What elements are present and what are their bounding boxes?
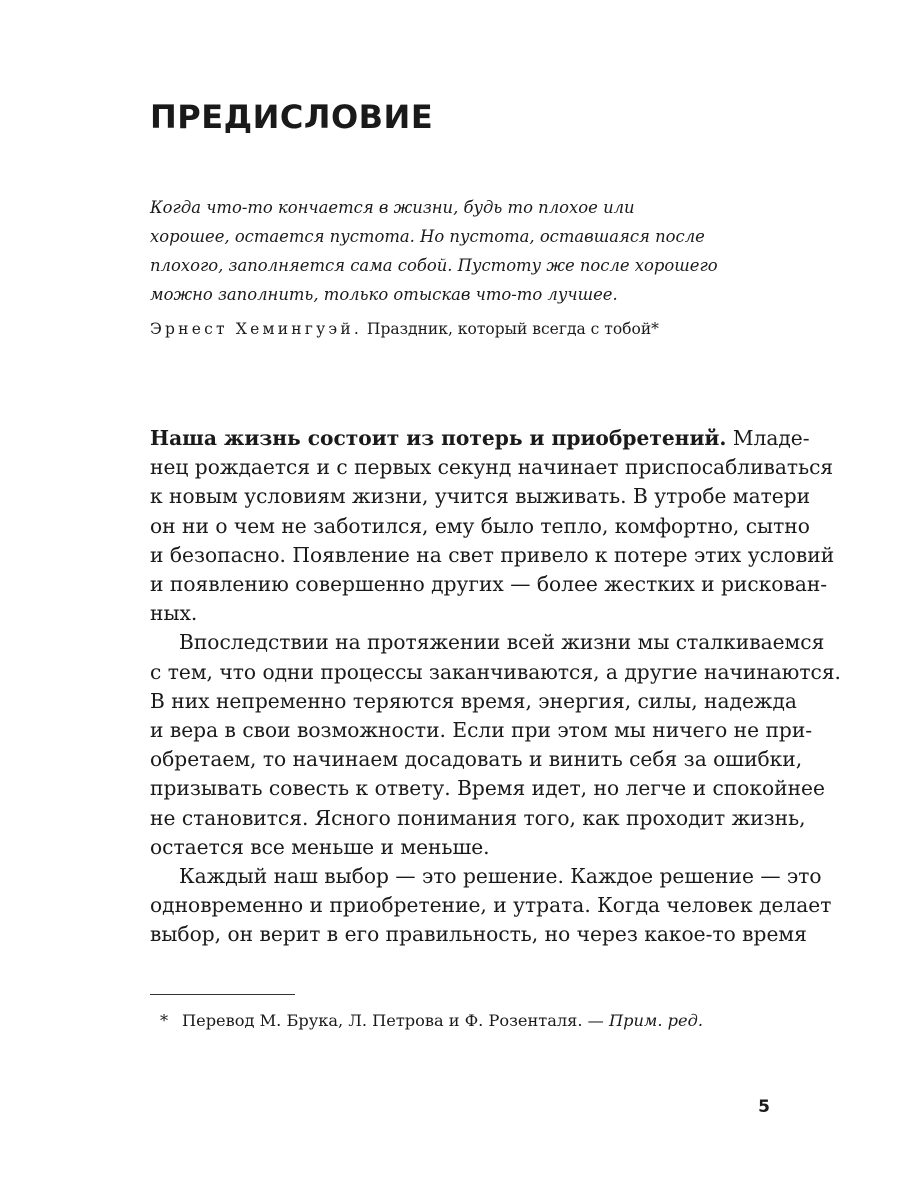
body-line: с тем, что одни процессы заканчиваются, а другие начинаются. (150, 659, 841, 684)
body-line: не становится. Ясного понимания того, как проходит жизнь, (150, 805, 806, 830)
footnote (160, 1009, 703, 1033)
body-line: выбор, он верит в его правильность, но через какое-то время (150, 922, 807, 947)
page-number: 5 (758, 1097, 770, 1117)
epigraph-line: плохого, заполняется сама собой. Пустоту же после хорошего (150, 256, 718, 275)
lead-continuation: Младе- (732, 426, 810, 450)
page-title: ПРЕДИСЛОВИЕ (150, 98, 434, 136)
epigraph-author: Эрнест Хемингуэй. (150, 320, 362, 338)
epigraph (150, 193, 718, 343)
body-line: обретаем, то начинаем досадовать и винить себя за ошибки, (150, 747, 803, 772)
body-line: нец рождается и с первых секунд начинает приспосабливаться (150, 455, 834, 480)
body-line: призывать совесть к ответу. Время идет, но легче и спокойнее (150, 776, 825, 801)
body-line: ных. (150, 601, 198, 626)
epigraph-line: хорошее, остается пустота. Но пустота, оставшаяся после (150, 227, 705, 246)
body-line: он ни о чем не заботился, ему было тепло, комфортно, сытно (150, 513, 810, 538)
body-line: и вера в свои возможности. Если при этом мы ничего не при- (150, 718, 813, 743)
body-line: остается все меньше и меньше. (150, 834, 490, 859)
body-text (150, 424, 841, 950)
body-line: Каждый наш выбор — это решение. Каждое решение — это (179, 864, 822, 889)
body-line: В них непременно теряются время, энергия, силы, надежда (150, 688, 797, 713)
epigraph-line: Когда что-то кончается в жизни, будь то плохое или (150, 198, 635, 217)
epigraph-line: можно заполнить, только отыскав что-то лучшее. (150, 285, 618, 304)
epigraph-work: Праздник, который всегда с тобой* (366, 320, 659, 338)
body-line: и безопасно. Появление на свет привело к потере этих условий (150, 542, 835, 567)
footnote-divider (150, 994, 295, 995)
footnote-text: Перевод М. Брука, Л. Петрова и Ф. Розенталя. — (182, 1011, 604, 1030)
body-line: Впоследствии на протяжении всей жизни мы сталкиваемся (179, 630, 825, 655)
epigraph-source (150, 315, 670, 343)
body-line: к новым условиям жизни, учится выживать. В утробе матери (150, 484, 811, 509)
footnote-note: Прим. ред. (609, 1011, 703, 1030)
lead-sentence: Наша жизнь состоит из потерь и приобретений. (150, 426, 727, 450)
body-line (150, 424, 810, 453)
body-line: одновременно и приобретение, и утрата. Когда человек делает (150, 893, 832, 918)
footnote-marker: * (160, 1011, 169, 1030)
body-line: и появлению совершенно других — более жестких и рискован- (150, 572, 828, 597)
